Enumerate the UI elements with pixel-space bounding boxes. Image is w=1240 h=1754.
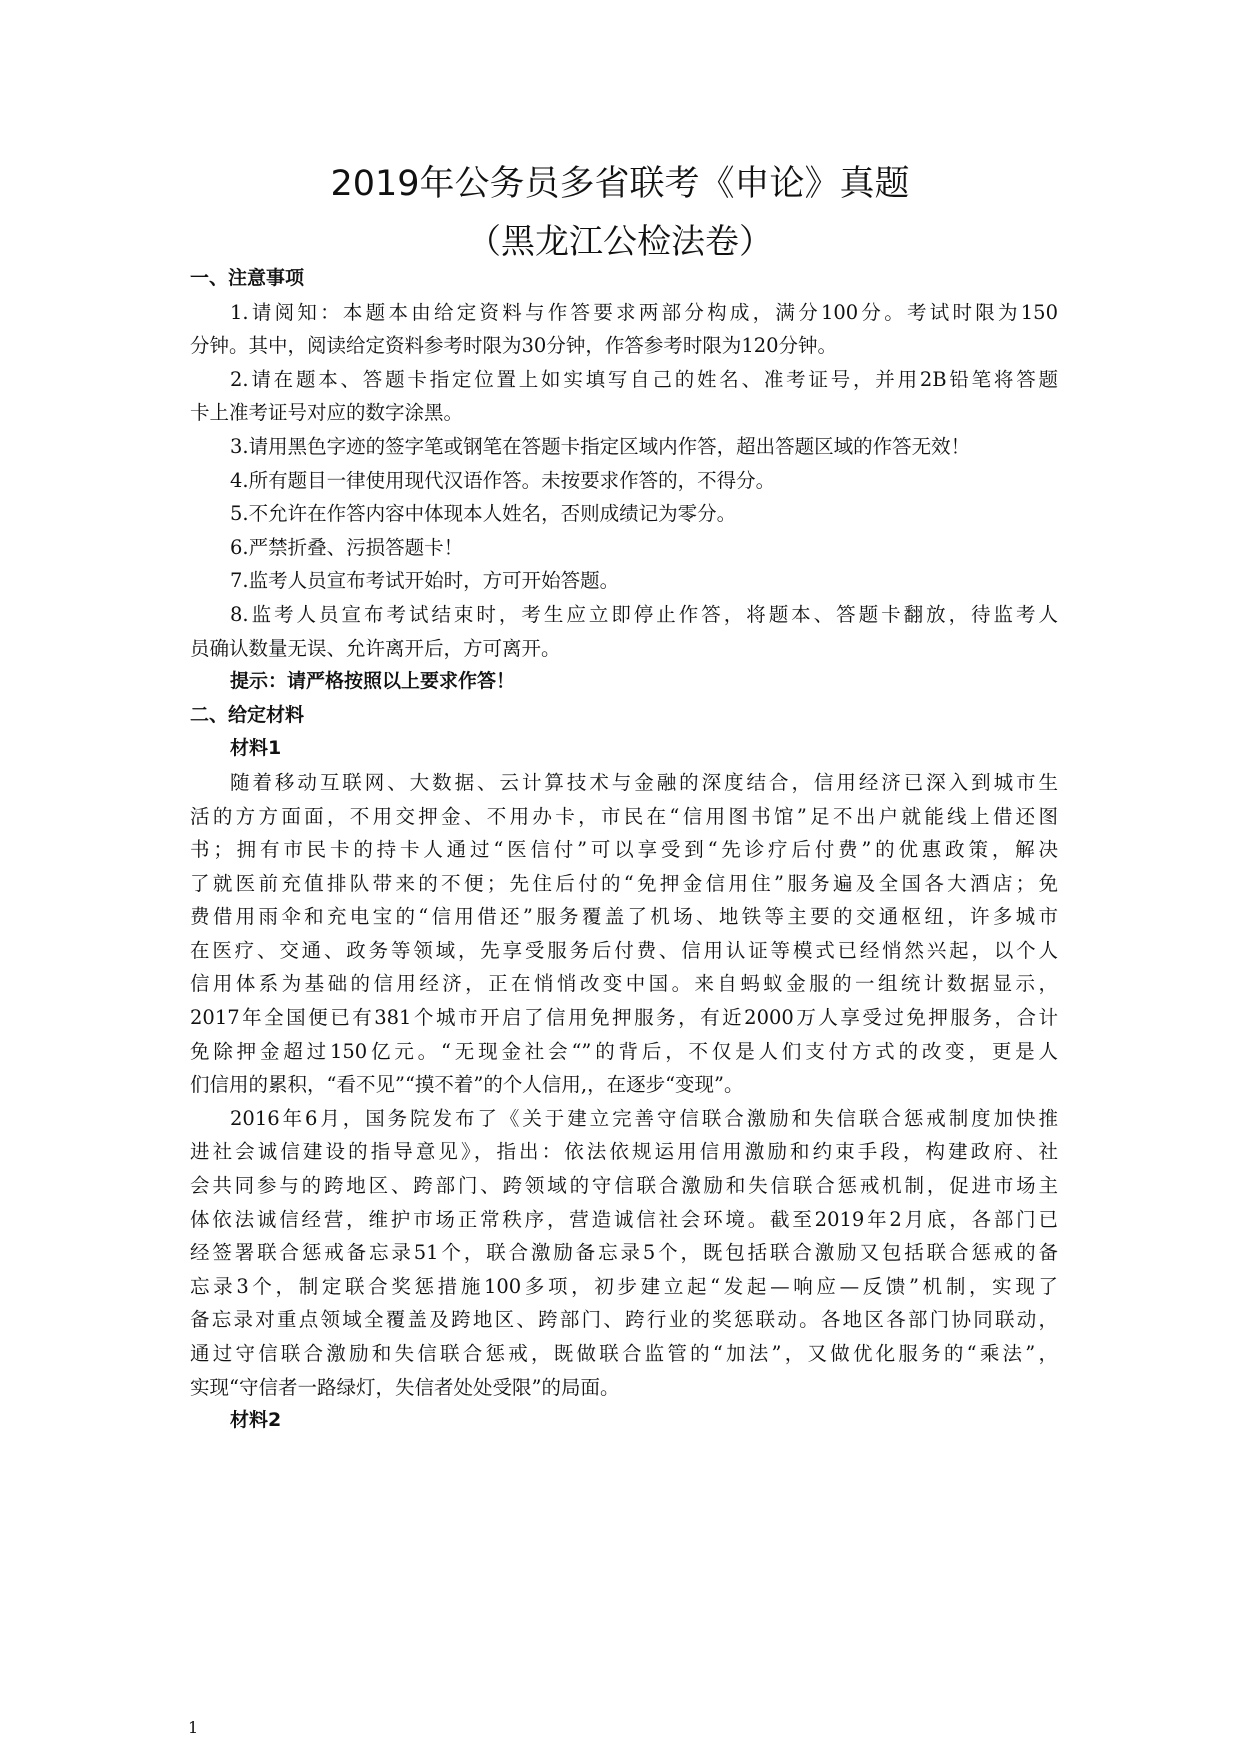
text-line: 1.请阅知：本题本由给定资料与作答要求两部分构成，满分100分。考试时限为150 [230,300,1058,324]
paragraph [190,363,1058,430]
text-line: 备忘录对重点领域全覆盖及跨地区、跨部门、跨行业的奖惩联动。各地区各部门协同联动， [190,1308,1058,1332]
text-line: 8.监考人员宣布考试结束时，考生应立即停止作答，将题本、答题卡翻放，待监考人 [230,602,1058,626]
text-line: 随着移动互联网、大数据、云计算技术与金融的深度结合，信用经济已深入到城市生 [230,770,1058,794]
text-line: 书；拥有市民卡的持卡人通过“医信付”可以享受到“先诊疗后付费”的优惠政策，解决 [190,838,1058,862]
text-line: 一、注意事项 [190,267,305,289]
text-line: 费借用雨伞和充电宝的“信用借还”服务覆盖了机场、地铁等主要的交通枢纽，许多城市 [190,905,1058,929]
text-line: 经签署联合惩戒备忘录51个，联合激励备忘录5个，既包括联合激励又包括联合惩戒的备 [190,1241,1058,1265]
text-line: 5.不允许在作答内容中体现本人姓名，否则成绩记为零分。 [230,502,737,526]
text-line: 了就医前充值排队带来的不便；先住后付的“免押金信用住”服务遍及全国各大酒店；免 [190,871,1058,895]
paragraph [190,531,1058,565]
text-line: 在医疗、交通、政务等领域，先享受服务后付费、信用认证等模式已经悄然兴起，以个人 [190,938,1058,962]
text-line: 们信用的累积，“看不见”“摸不着”的个人信用,，在逐步“变现”。 [190,1073,744,1097]
paragraph [190,766,1058,1102]
text-line: 分钟。其中，阅读给定资料参考时限为30分钟，作答参考时限为120分钟。 [190,334,838,358]
section-heading [190,732,1058,766]
paragraph [190,430,1058,464]
text-line: 提示：请严格按照以上要求作答！ [230,670,516,693]
text-line: 忘录3个，制定联合奖惩措施100多项，初步建立起“发起—响应—反馈”机制，实现了 [190,1274,1058,1298]
text-line: 卡上准考证号对应的数字涂黑。 [190,401,464,425]
text-line: 2017年全国便已有381个城市开启了信用免押服务，有近2000万人享受过免押服务，合计 [190,1006,1058,1030]
page-number: 1 [188,1718,199,1737]
document-title: 2019年公务员多省联考《申论》真题 [330,164,910,204]
text-line: 6.严禁折叠、污损答题卡！ [230,535,464,559]
section-heading [190,699,1058,733]
text-line: 4.所有题目一律使用现代汉语作答。未按要求作答的，不得分。 [230,468,776,492]
paragraph [190,564,1058,598]
paragraph [190,296,1058,363]
section-heading [190,1404,1058,1438]
text-line: 体依法诚信经营，维护市场正常秩序，营造诚信社会环境。截至2019年2月底，各部门已 [190,1207,1058,1231]
paragraph [190,1102,1058,1404]
text-line: 3.请用黑色字迹的签字笔或钢笔在答题卡指定区域内作答，超出答题区域的作答无效！ [230,434,971,458]
text-line: 实现“守信者一路绿灯，失信者处处受限”的局面。 [190,1375,620,1399]
paragraph [190,464,1058,498]
paragraph [190,497,1058,531]
text-line: 2.请在题本、答题卡指定位置上如实填写自己的姓名、准考证号，并用2B铅笔将答题 [230,367,1058,391]
document-subtitle: （黑龙江公检法卷） [467,222,773,262]
text-line: 材料1 [230,737,282,760]
text-line: 7.监考人员宣布考试开始时，方可开始答题。 [230,569,620,593]
section-heading [190,665,1058,699]
text-line: 会共同参与的跨地区、跨部门、跨领域的守信联合激励和失信联合惩戒机制，促进市场主 [190,1174,1058,1198]
paragraph [190,598,1058,665]
text-line: 进社会诚信建设的指导意见》，指出：依法依规运用信用激励和约束手段，构建政府、社 [190,1140,1058,1164]
text-line: 信用体系为基础的信用经济，正在悄悄改变中国。来自蚂蚁金服的一组统计数据显示， [190,972,1058,996]
text-line: 材料2 [230,1409,282,1432]
text-line: 活的方方面面，不用交押金、不用办卡，市民在“信用图书馆”足不出户就能线上借还图 [190,804,1058,828]
text-line: 免除押金超过150亿元。“无现金社会“”的背后，不仅是人们支付方式的改变，更是人 [190,1039,1058,1063]
text-line: 通过守信联合激励和失信联合惩戒，既做联合监管的“加法”，又做优化服务的“乘法”， [190,1342,1058,1365]
text-line: 2016年6月，国务院发布了《关于建立完善守信联合激励和失信联合惩戒制度加快推 [230,1106,1058,1130]
section-heading [190,262,1058,296]
text-line: 二、给定材料 [190,703,305,726]
text-line: 员确认数量无误、允许离开后，方可离开。 [190,636,561,660]
document-body [190,262,1058,1438]
